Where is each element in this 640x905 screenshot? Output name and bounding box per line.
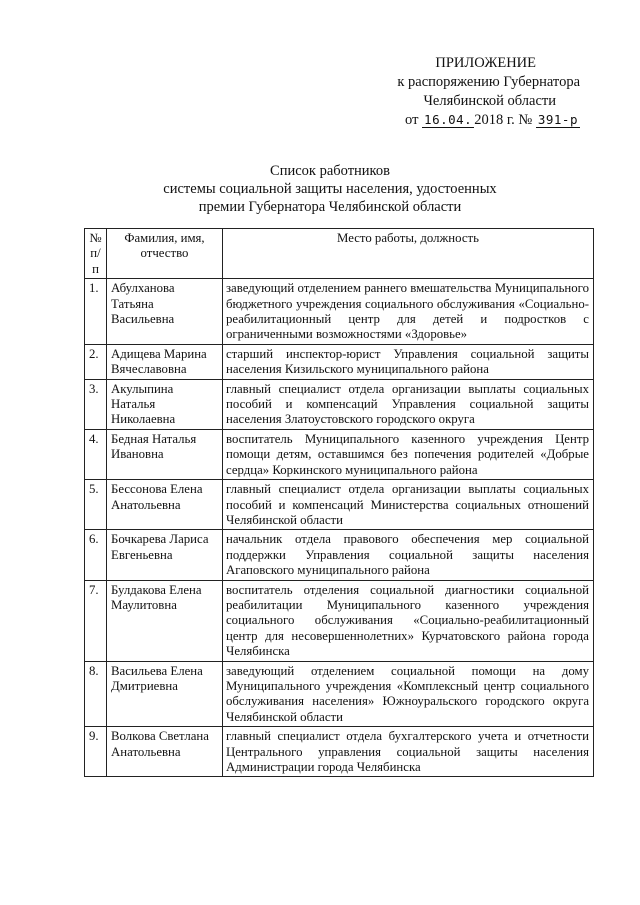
table-row — [85, 480, 594, 530]
handwritten-date: 16.04. — [424, 112, 473, 127]
header-name: Фамилия, имя, отчество — [107, 229, 223, 279]
row-num: 3. — [85, 379, 107, 429]
row-name: Бессонова Елена Анатольевна — [107, 480, 223, 530]
title-line-3: премии Губернатора Челябинской области — [198, 199, 462, 215]
row-place: заведующий отделением раннего вмешательства Муниципального бюджетного учреждения социального обслуживания «Социально-реабилитационный центр для детей и подростков с ограниченными возможностями «Здоровье» — [223, 279, 594, 345]
row-name: Абулханова Татьяна Васильевна — [107, 279, 223, 345]
row-place: главный специалист отдела организации выплаты социальных пособий и компенсаций Управления социальной защиты населения Златоустовского городского округа — [223, 379, 594, 429]
row-place: воспитатель отделения социальной диагностики социальной реабилитации Муниципального казенного учреждения социального обслуживания «Социально-реабилитационный центр для несовершеннолетних» Курчатовского района города Челябинска — [223, 580, 594, 661]
header-num: № п/п — [85, 229, 107, 279]
header-place: Место работы, должность — [223, 229, 594, 279]
date-year: 2018 г. № — [474, 112, 533, 128]
table-row — [85, 580, 594, 661]
row-num: 5. — [85, 480, 107, 530]
row-num: 4. — [85, 429, 107, 479]
row-name: Волкова Светлана Анатольевна — [107, 727, 223, 777]
row-name: Акулыпина Наталья Николаевна — [107, 379, 223, 429]
row-place: начальник отдела правового обеспечения мер социальной поддержки Управления социальной защиты населения Агаповского муниципального района — [223, 530, 594, 580]
row-num: 8. — [85, 661, 107, 727]
title-line-2: системы социальной защиты населения, удостоенных — [163, 181, 497, 197]
row-num: 6. — [85, 530, 107, 580]
row-num: 2. — [85, 344, 107, 379]
row-place: главный специалист отдела бухгалтерского учета и отчетности Центрального управления социальной защиты населения Администрации города Челябинска — [223, 727, 594, 777]
date-prefix: от — [405, 112, 419, 128]
table-row — [85, 429, 594, 479]
table-row — [85, 379, 594, 429]
appendix-date-line — [320, 111, 580, 130]
appendix-line-region: Челябинской области — [423, 93, 556, 109]
row-num: 1. — [85, 279, 107, 345]
table-header-row — [85, 229, 594, 279]
title-line-1: Список работников — [270, 163, 390, 179]
appendix-line-order: к распоряжению Губернатора — [397, 74, 580, 90]
appendix-title: ПРИЛОЖЕНИЕ — [435, 55, 536, 71]
row-name: Васильева Елена Дмитриевна — [107, 661, 223, 727]
row-num: 7. — [85, 580, 107, 661]
row-place: старший инспектор-юрист Управления социальной защиты населения Кизильского муниципального района — [223, 344, 594, 379]
table-row — [85, 727, 594, 777]
row-place: главный специалист отдела организации выплаты социальных пособий и компенсаций Министерства социальных отношений Челябинской области — [223, 480, 594, 530]
row-name: Адищева Марина Вячеславовна — [107, 344, 223, 379]
table-row — [85, 530, 594, 580]
row-name: Бедная Наталья Ивановна — [107, 429, 223, 479]
awardees-table — [84, 228, 594, 777]
row-place: воспитатель Муниципального казенного учреждения Центр помощи детям, оставшимся без попечения родителей «Добрые сердца» Коркинского муниципального района — [223, 429, 594, 479]
row-place: заведующий отделением социальной помощи на дому Муниципального учреждения «Комплексный центр социального обслуживания населения» Южноуральского городского округа Челябинской области — [223, 661, 594, 727]
appendix-header — [320, 54, 580, 130]
handwritten-order-number: 391-р — [537, 112, 578, 127]
row-num: 9. — [85, 727, 107, 777]
row-name: Бочкарева Лариса Евгеньевна — [107, 530, 223, 580]
row-name: Булдакова Елена Маулитовна — [107, 580, 223, 661]
document-title — [0, 162, 640, 216]
table-row — [85, 279, 594, 345]
table-row — [85, 344, 594, 379]
table-row — [85, 661, 594, 727]
